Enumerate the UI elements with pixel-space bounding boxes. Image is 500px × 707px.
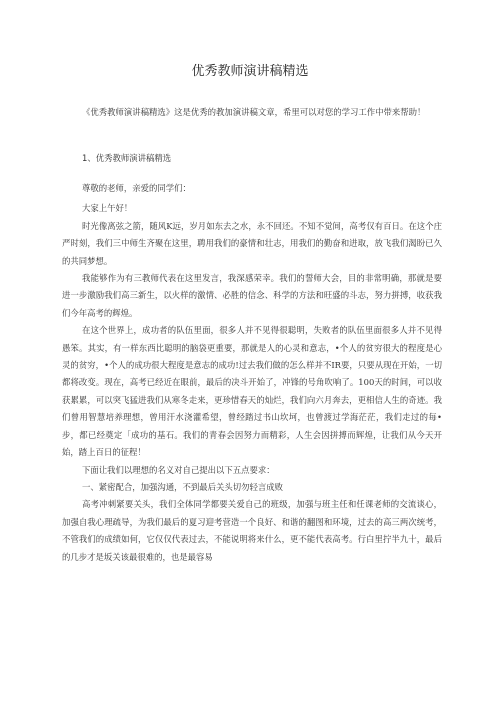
intro-paragraph: 《优秀教师演讲稿精选》这是优秀的教加演讲稿文章，希里可以对您的学习工作中带来帮助！ [82, 107, 426, 117]
body-paragraph: 我能够作为有三教师代表在这里发言，我深感荣幸。我们的誓师大会，目的非常明确，那就是要进一步激励我们高三新生，以火样的激情、必胜的信念、科学的方法和旺盛的斗志，努力拼搏，收获我们今年高考的辉煌。 [62, 273, 442, 318]
subheading-paragraph: 一、紧密配合，加强沟通，不到最后关头切勿轻言成败 [82, 481, 283, 492]
document-body [62, 180, 442, 566]
body-paragraph: 下面让我们以理想的名义对自己提出以下五点要求： [82, 464, 275, 475]
section-heading: 1、优秀教师演讲稿精选 [82, 153, 172, 163]
greeting-paragraph: 大家上午好！ [82, 203, 133, 214]
body-paragraph: 高考冲刺紧要关头，我们全体同学都要关爱自己的班级，加强与班主任和任课老师的交流谈心，加强自我心理疏导，为我们最后的夏习迎考营造一个良好、和谐的翻图和环境，过去的高三两次统考，不管我们的成绩如何，它仅仅代表过去，不能说明将来什么，更不能代表高考。行白里拧半九十，最后的几步才是坂关该最很难的，也是最容易 [62, 499, 442, 562]
body-paragraph: 在这个世界上，成功者的队伍里面，很多人并不见得很聪明，失败者的队伍里面很多人并不见得愚笨。其实，有一样东西比聪明的脑袋更重要，那就是人的心灵和意志，•个人的贫穷很大的程度是心灵的贫穷，•个人的成功很大程度是意志的成功!过去我们做的怎么样并不IR要，只要从现在开始，一切都将改变。现在，高考已经近在眼前，最后的决斗开始了，冲锋的号角吹响了。100天的时间，可以收获累累，可以突飞猛进我们从寒冬走来，更珍惜春天的灿烂，我们向六月奔去，更相信人生的奇迹。我们曾用智慧培养理想，曾用汗水浇灌希望，曾经踏过书山坎坷，也曾渡过学海茫茫，我们走过的每•步，都已经奠定「成功的基石。我们的青春会因努力而精彩，人生会因拼搏而辉煌，让我们从今天开始，踏上百日的征程！ [62, 325, 442, 458]
body-paragraph: 时光像离弦之箭，随风K远，岁月如东去之水，永不回还。不知不觉间，高考仅有百日。在这个庄严时刻，我们三中师生齐聚在这里，聘用我们的豪情和壮志，用我们的勤奋和进取，放飞我们渴盼已久的共同梦想。 [62, 220, 442, 266]
document-title: 优秀教师演讲稿精选 [191, 64, 309, 79]
salutation-paragraph: 尊敬的老师，亲爱的同学们： [82, 183, 191, 193]
